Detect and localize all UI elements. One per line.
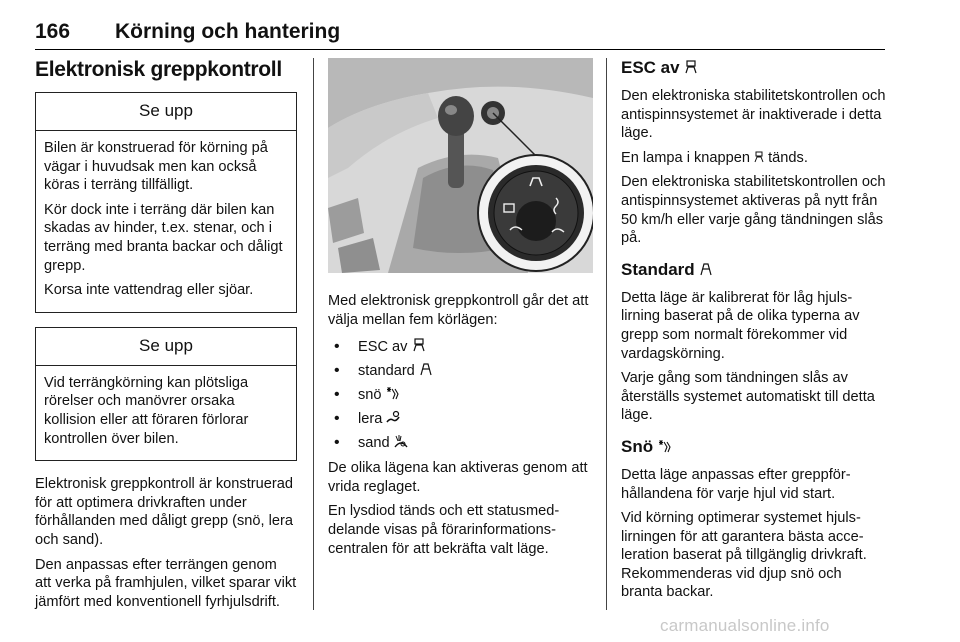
body-paragraph: En lysdiod tänds och ett statusmeddelande visas på förarinformationscentralen för att bekräfta valt läge. [328,503,560,557]
body-paragraph: Den elektroniska stabilitetskontrollen och antispinnsystemet är inaktiverade i detta läge. [621,88,886,142]
body-paragraph: Den elektroniska stabilitetskontrollen och antispinnsystemet aktiveras på nytt från 50 km/h eller varje gång tändningen slås på. [621,174,886,247]
caution-text: Vid terrängkörning kan plötsliga rörelser och manövrer orsaka kollision eller att föraren förlorar kontrollen över bilen. [44,374,249,447]
standard-car-icon [419,362,433,376]
watermark: carmanualsonline.info [660,616,830,635]
mode-list [328,335,593,455]
subsection-heading: Standard [621,260,886,280]
mud-icon [386,410,400,424]
section-title: Elektronisk greppkontroll [35,58,282,81]
snow-icon [386,386,400,400]
body-paragraph: Detta läge anpassas efter greppförhållandena för varje hjul vid start. [621,466,851,502]
body-paragraph: Detta läge är kalibrerat för låg hjulslirning baserat på de olika typerna av grepp som normalt förekommer vid vardagskörning. [621,289,860,362]
page-number: 166 [35,20,71,43]
esc-off-button-icon [754,151,764,163]
caution-heading: Se upp [36,93,296,131]
standard-car-icon [699,262,713,276]
subsection-heading: Snö [621,437,886,457]
subsection-heading: ESC av [621,58,886,78]
esc-off-icon [684,60,698,74]
list-item: • snö [328,383,593,407]
body-paragraph: Med elektronisk greppkontroll går det att välja mellan fem körlägen: [328,293,589,328]
body-paragraph: De olika lägena kan aktiveras genom att vrida reglaget. [328,460,588,495]
list-item: • lera [328,407,593,431]
caution-text: Bilen är konstruerad för körning på vägar i huvudsak men kan också köras i terräng tillfälligt. [44,140,268,194]
caution-heading: Se upp [36,328,296,366]
traction-control-dial-illustration [328,58,593,273]
list-item: • ESC av [328,335,593,359]
body-paragraph: Vid körning optimerar systemet hjulslirningen för att garantera bästa acceleration baserat på tillgänglig drivkraft. Rekommenderas vid djup snö och branta backar. [621,510,867,601]
esc-off-icon [412,338,426,352]
body-paragraph: En lampa i knappen tänds. [621,149,808,166]
caution-text: Kör dock inte i terräng där bilen kan skadas av hinder, t.ex. stenar, och i terräng med branta backar och dåligt grepp. [44,201,283,274]
page-header [35,18,885,50]
body-paragraph: Varje gång som tändningen slås av återställs systemet automatiskt till detta läge. [621,370,875,424]
sand-icon [394,434,408,448]
caution-box [35,92,297,313]
caution-box [35,327,297,461]
snow-icon [658,439,672,453]
caution-text: Korsa inte vattendrag eller sjöar. [44,282,254,299]
column-1 [35,58,297,617]
list-item: • sand [328,431,593,455]
column-3 [621,58,886,608]
body-paragraph: Den anpassas efter terrängen genom att verka på framhjulen, vilket sparar vikt jämfört med konventionell fyrhjulsdrift. [35,556,297,610]
column-divider [313,58,314,610]
body-paragraph: Elektronisk greppkontroll är konstruerad för att optimera drivkraften under förhållanden med dåligt grepp (snö, lera och sand). [35,476,293,548]
column-divider [606,58,607,610]
column-2 [328,58,593,564]
chapter-title: Körning och hantering [115,20,341,43]
list-item: • standard [328,359,593,383]
